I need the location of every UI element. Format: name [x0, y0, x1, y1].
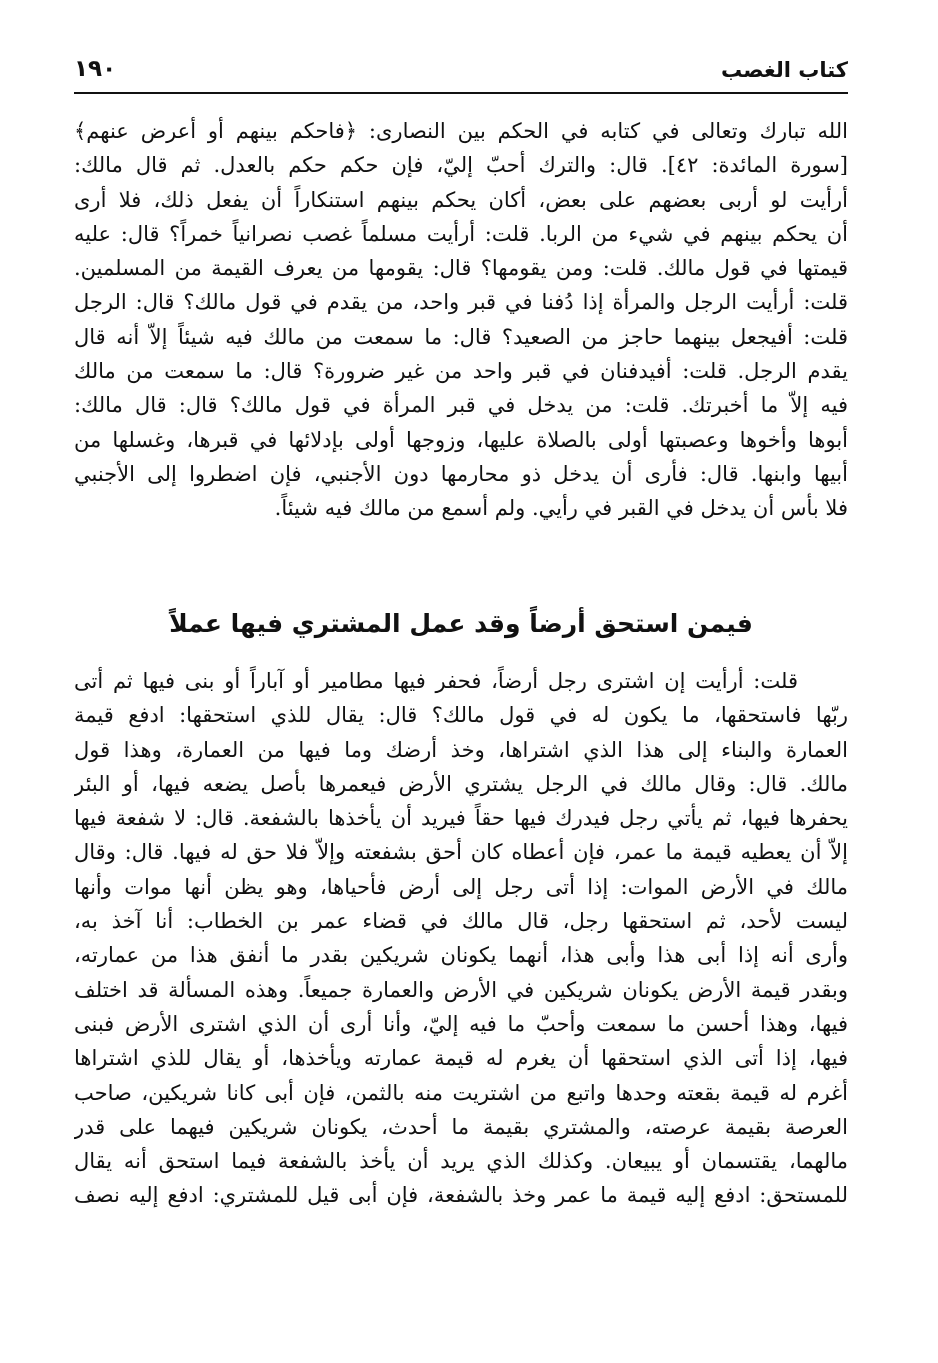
text-line: للمستحق: ادفع إليه قيمة ما عمر وخذ بالشفعة، فإن أبى قيل للمشتري: ادفع إليه نصف	[74, 1183, 848, 1208]
paragraph-2	[74, 664, 848, 1213]
text-line: يقدم الرجل. قلت: أفيدفنان في قبر واحد من غير ضرورة؟ قال: ما سمعت من مالك	[74, 359, 848, 384]
text-line: [سورة المائدة: ٤٢]. قال: والترك أحبّ إليّ، فإن حكم حكم بالعدل. ثم قال مالك:	[74, 153, 848, 178]
text-line: قلت: أرأيت الرجل والمرأة إذا دُفنا في قبر واحد، من يقدم في قول مالك؟ قال: الرجل	[74, 290, 848, 315]
text-line: فيها، إذا أتى الذي استحقها أن يغرم له قيمة عمارته ويأخذها، أو يقال للذي اشتراها	[74, 1046, 848, 1071]
text-line: مالك. قال: وقال مالك في الرجل يشتري الأرض فيعمرها بأصل يضعه فيها، أو البئر	[74, 771, 848, 796]
text-line: وبقدر قيمة الأرض يكونان شريكين في الأرض والعمارة جميعاً. وهذه المسألة قد اختلف	[74, 977, 848, 1002]
text-line: ليست لأحد، ثم استحقها رجل، قال مالك في قضاء عمر بن الخطاب: أنا آخذ به،	[74, 909, 848, 934]
text-line: فيه إلاّ ما أخبرتك. قلت: من يدخل في قبر المرأة في قول مالك؟ قال: قال مالك:	[74, 393, 848, 418]
page-number: ١٩٠	[74, 56, 117, 82]
text-line: الله تبارك وتعالى في كتابه في الحكم بين النصارى: ﴿فاحكم بينهم أو أعرض عنهم﴾	[74, 119, 848, 143]
paragraph-1	[74, 114, 848, 526]
text-line: فيها، وهذا أحسن ما سمعت وأحبّ ما فيه إليّ، وأنا أرى أن الذي اشترى الأرض فبنى	[74, 1011, 848, 1036]
text-line: يحفرها فيها، ثم يأتي رجل فيدرك فيها حقاً فيريد أن يأخذها بالشفعة. قال: لا شفعة فيها	[74, 806, 848, 831]
text-line: قلت: أرأيت إن اشترى رجل أرضاً، فحفر فيها مطامير أو آباراً أو بنى فيها ثم أتى	[74, 669, 798, 693]
text-line: أن يحكم بينهم في شيء من الربا. قلت: أرأيت مسلماً غصب نصرانياً خمراً؟ قال: عليه	[74, 221, 848, 246]
text-line: إلاّ أن يعطيه قيمة ما عمر، فإن أعطاه كان أحق بشفعته وإلاّ فلا حق له فيها. قال: وقال	[74, 840, 848, 865]
section-heading: فيمن استحق أرضاً وقد عمل المشتري فيها عملاً	[169, 609, 753, 638]
text-line: قيمتها في قول مالك. قلت: ومن يقومها؟ قال: يقومها من يعرف القيمة من المسلمين.	[74, 256, 848, 281]
text-line: العمارة والبناء إلى هذا الذي اشتراها، وخذ أرضك وما فيها من العمارة، وهذا قول	[74, 737, 848, 762]
text-line: العرصة بقيمة عرصته، والمشتري بقيمة ما أحدث، يكونان شريكين فيهما على قدر	[74, 1114, 848, 1139]
chapter-title: كتاب الغصب	[721, 58, 848, 82]
text-line: قلت: أفيجعل بينهما حاجز من الصعيد؟ قال: ما سمعت من مالك فيه شيئاً إلاّ أنه قال	[74, 324, 848, 349]
text-line: وأرى أنه إذا أبى هذا وأبى هذا، أنهما يكونان شريكين بقدر ما أنفق هذا من عمارته،	[74, 943, 848, 968]
text-line: فلا بأس أن يدخل في القبر في رأيي. ولم أسمع من مالك فيه شيئاً.	[274, 496, 848, 521]
page-header	[74, 54, 848, 94]
text-line: أبيها وابنها. قال: فأرى أن يدخل ذو محارمها دون الأجنبي، فإن اضطروا إلى الأجنبي	[74, 461, 848, 486]
text-line: ربّها فاستحقها، ما يكون له في قول مالك؟ قال: يقال للذي استحقها: ادفع قيمة	[74, 703, 848, 728]
text-line: أبوها وأخوها وعصبتها أولى بالصلاة عليها، وزوجها أولى بإدلائها في قبرها، وغسلها من	[74, 427, 848, 452]
text-line: أغرم له قيمة بقعته وحدها واتبع من اشتريت منه بالثمن، فإن أبى كانا شريكين، صاحب	[74, 1080, 848, 1105]
text-line: مالك في الأرض الموات: إذا أتى رجل إلى أرض فأحياها، وهو يظن أنها موات وأنها	[74, 874, 848, 899]
text-line: أرأيت لو أربى بعضهم على بعض، أكان يحكم بينهم استنكاراً أن يفعل ذلك، فلا أرى	[74, 187, 848, 212]
text-line: مالهما، يقتسمان أو يبيعان. وكذلك الذي يريد أن يأخذ بالشفعة فيما استحق أنه يقال	[74, 1149, 848, 1174]
